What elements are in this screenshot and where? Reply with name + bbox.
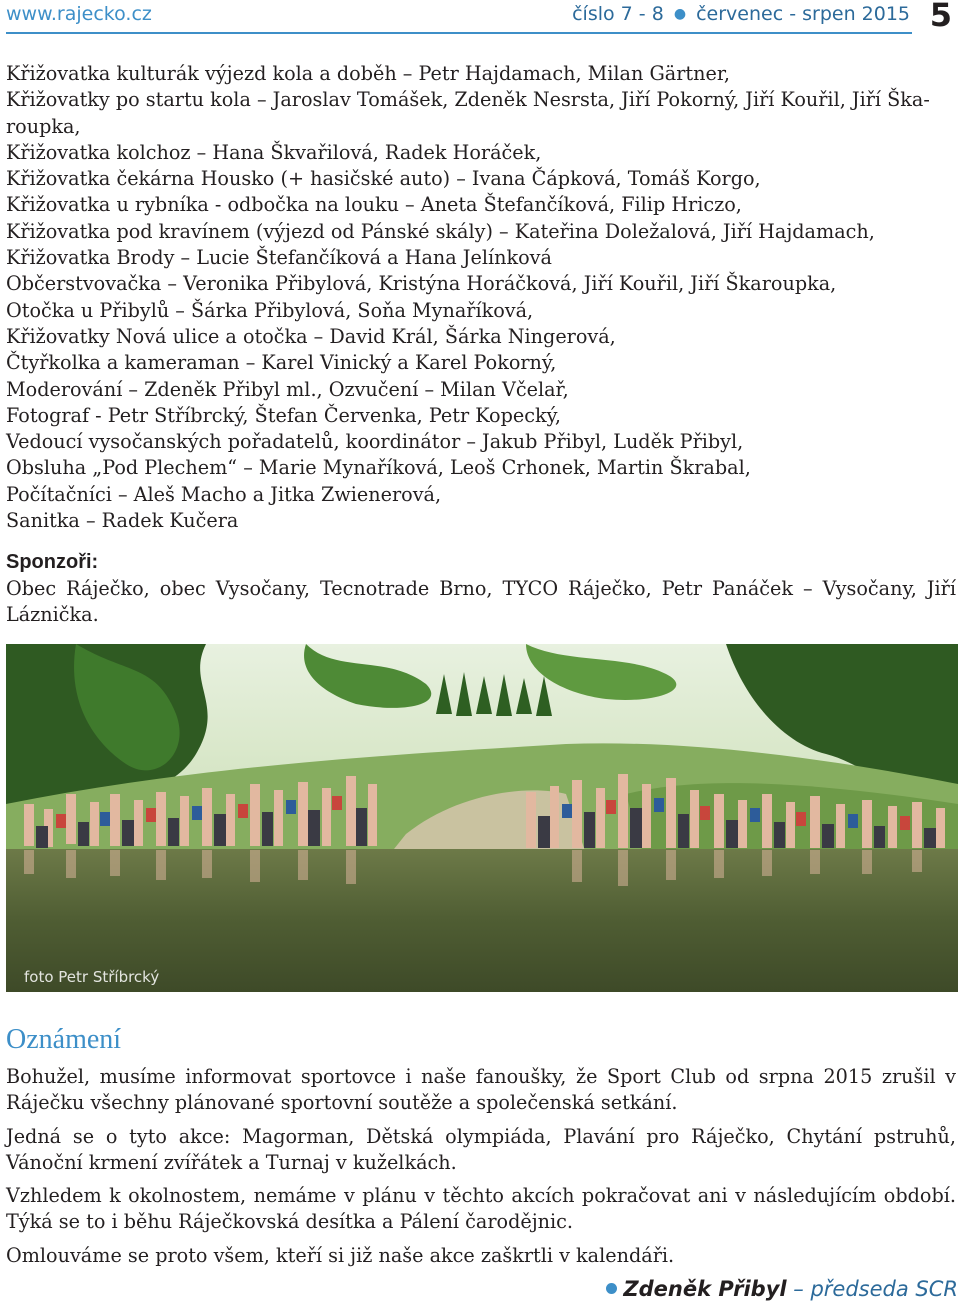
event-photo bbox=[6, 644, 958, 992]
lake-crowd-illustration bbox=[6, 644, 958, 992]
crew-line: roupka, bbox=[6, 114, 81, 138]
crew-line: Fotograf - Petr Stříbrcký, Štefan Červenka, Petr Kopecký, bbox=[6, 403, 562, 427]
crew-line: Křižovatka kulturák výjezd kola a doběh – Petr Hajdamach, Milan Gärtner, bbox=[6, 62, 730, 85]
page-number: 5 bbox=[929, 0, 952, 34]
bullet-icon: ● bbox=[673, 6, 687, 22]
crew-line: Občerstvovačka – Veronika Přibylová, Kristýna Horáčková, Jiří Kouřil, Jiří Škaroupka, bbox=[6, 272, 837, 296]
header-rule bbox=[6, 32, 912, 34]
crew-line: Počítačníci – Aleš Macho a Jitka Zwienerová, bbox=[6, 482, 442, 506]
photo-credit: foto Petr Stříbrcký bbox=[24, 968, 160, 986]
crew-line: Obsluha „Pod Plechem“ – Marie Mynaříková, Leoš Crhonek, Martin Škrabal, bbox=[6, 456, 751, 480]
issue-number: číslo 7 - 8 bbox=[572, 3, 664, 25]
crew-line: Vedoucí vysočanských pořadatelů, koordinátor – Jakub Přibyl, Luděk Přibyl, bbox=[6, 430, 744, 454]
sponsors-heading: Sponzoři: bbox=[6, 551, 99, 573]
crew-line: Křižovatka pod kravínem (výjezd od Pánské skály) – Kateřina Doležalová, Jiří Hajdamach, bbox=[6, 219, 875, 243]
notice-body bbox=[6, 1064, 956, 1276]
crew-line: Křižovatky po startu kola – Jaroslav Tomášek, Zdeněk Nesrsta, Jiří Pokorný, Jiří Kouřil, Jiří Ška- bbox=[6, 88, 930, 112]
notice-paragraph: Bohužel, musíme informovat sportovce i naše fanoušky, že Sport Club od srpna 2015 zrušil v Ráječku všechny plánované sportovní soutěže a společenská setkání. bbox=[6, 1065, 956, 1115]
author-role: – předseda SCR bbox=[793, 1277, 958, 1301]
issue-info bbox=[572, 3, 910, 25]
crew-line: Moderování – Zdeněk Přibyl ml., Ozvučení – Milan Včelař, bbox=[6, 377, 569, 401]
bullet-icon bbox=[606, 1283, 617, 1294]
author-name: Zdeněk Přibyl bbox=[623, 1277, 787, 1301]
crew-list bbox=[6, 61, 956, 534]
signature bbox=[606, 1277, 958, 1301]
notice-paragraph: Vzhledem k okolnostem, nemáme v plánu v těchto akcích pokračovat ani v následujícím období. Týká se to i běhu Ráječkovská desítka a Pálení čarodějnic. bbox=[6, 1184, 956, 1234]
page-header bbox=[6, 0, 954, 34]
crew-line: Křižovatka kolchoz – Hana Škvařilová, Radek Horáček, bbox=[6, 140, 542, 164]
crew-line: Křižovatka u rybníka - odbočka na louku – Aneta Štefančíková, Filip Hriczo, bbox=[6, 193, 742, 217]
crew-line: Křižovatka čekárna Housko (+ hasičské auto) – Ivana Čápková, Tomáš Korgo, bbox=[6, 167, 761, 191]
notice-paragraph: Omlouváme se proto všem, kteří si již naše akce zaškrtli v kalendáři. bbox=[6, 1243, 675, 1267]
notice-paragraph: Jedná se o tyto akce: Magorman, Dětská olympiáda, Plavání pro Ráječko, Chytání pstruhů, Vánoční krmení zvířátek a Turnaj v kuželkách. bbox=[6, 1124, 956, 1174]
crew-line: Křižovatky Nová ulice a otočka – David Král, Šárka Ningerová, bbox=[6, 324, 616, 348]
crew-line: Čtyřkolka a kameraman – Karel Vinický a Karel Pokorný, bbox=[6, 351, 557, 375]
crew-line: Sanitka – Radek Kučera bbox=[6, 509, 239, 533]
notice-heading: Oznámení bbox=[6, 1024, 122, 1055]
crew-line: Otočka u Přibylů – Šárka Přibylová, Soňa Mynaříková, bbox=[6, 298, 534, 322]
sponsors-text: Obec Ráječko, obec Vysočany, Tecnotrade Brno, TYCO Ráječko, Petr Panáček – Vysočany, Jiří Láznička. bbox=[6, 577, 956, 627]
issue-date: červenec - srpen 2015 bbox=[696, 3, 910, 25]
site-url[interactable]: www.rajecko.cz bbox=[6, 3, 152, 25]
crew-line: Křižovatka Brody – Lucie Štefančíková a Hana Jelínková bbox=[6, 246, 552, 270]
